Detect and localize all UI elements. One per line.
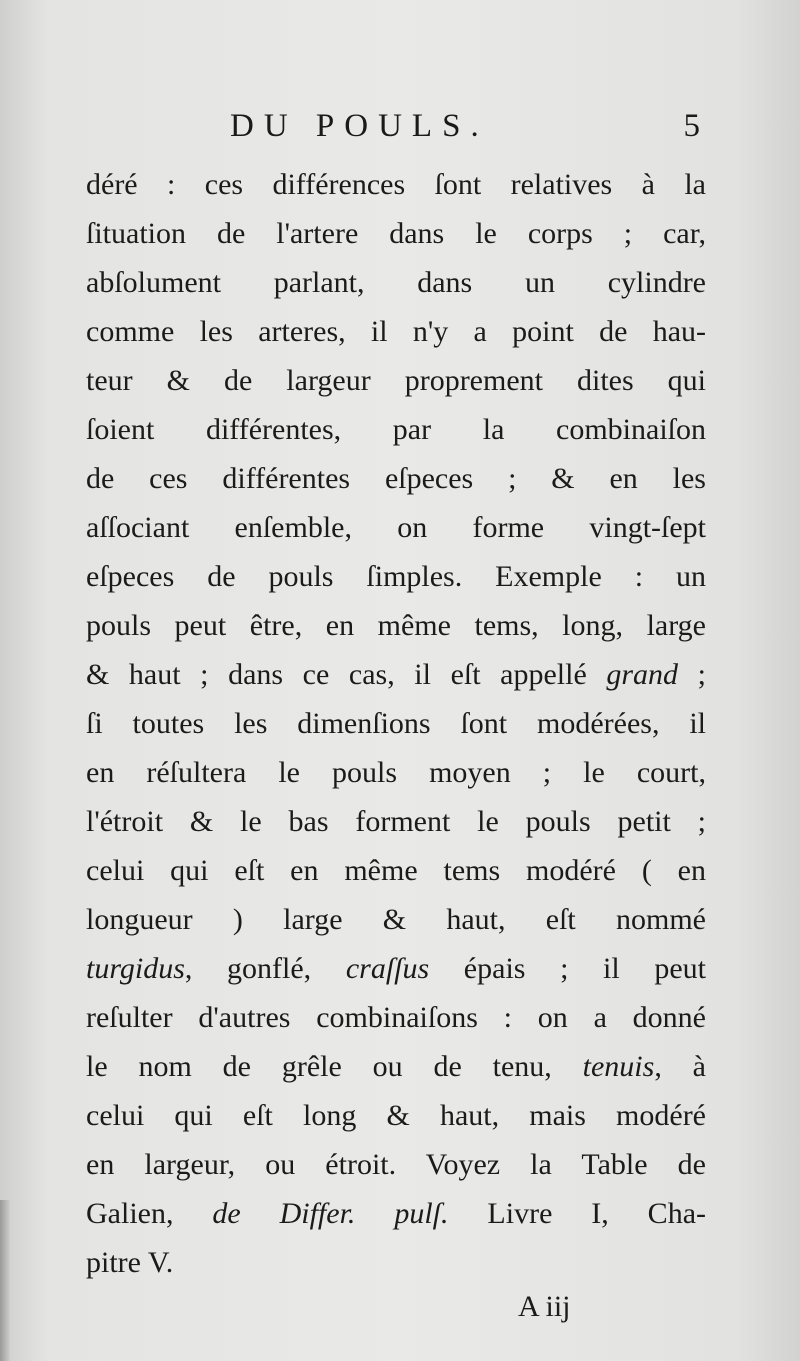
text-line-13: en réſultera le pouls moyen ; le court, <box>86 756 706 789</box>
page-edge-shadow <box>0 1200 10 1361</box>
text-line-1: déré : ces différences ſont relatives à la <box>86 168 706 201</box>
text-line-23: pitre V. <box>86 1246 174 1279</box>
text-line-9: eſpeces de pouls ſimples. Exemple : un <box>86 560 706 593</box>
running-head: DU POULS. <box>230 108 489 144</box>
text-line-17: turgidus, gonflé, craſſus épais ; il peut <box>86 952 707 985</box>
signature-mark: A iij <box>518 1290 571 1323</box>
text-line-4: comme les arteres, il n'y a point de hau- <box>86 315 706 348</box>
page-header <box>0 108 800 148</box>
text-line-7: de ces différentes eſpeces ; & en les <box>86 462 706 495</box>
text-line-18: reſulter d'autres combinaiſons : on a donné <box>86 1001 706 1034</box>
text-line-15: celui qui eſt en même tems modéré ( en <box>86 854 706 887</box>
text-line-11: & haut ; dans ce cas, il eſt appellé grand ; <box>86 658 706 691</box>
text-line-16: longueur ) large & haut, eſt nommé <box>86 903 706 936</box>
text-line-20: celui qui eſt long & haut, mais modéré <box>86 1099 706 1132</box>
text-line-14: l'étroit & le bas forment le pouls petit ; <box>86 805 706 838</box>
text-line-12: ſi toutes les dimenſions ſont modérées, il <box>86 707 706 740</box>
page-number: 5 <box>683 108 700 144</box>
text-line-2: ſituation de l'artere dans le corps ; car, <box>86 217 706 250</box>
text-line-5: teur & de largeur proprement dites qui <box>86 364 706 397</box>
text-line-3: abſolument parlant, dans un cylindre <box>86 266 706 299</box>
text-line-8: aſſociant enſemble, on forme vingt-ſept <box>86 511 706 544</box>
body-text <box>86 160 706 1287</box>
text-line-10: pouls peut être, en même tems, long, large <box>86 609 706 642</box>
text-line-22: Galien, de Differ. pulſ. Livre I, Cha- <box>86 1197 706 1230</box>
text-line-19: le nom de grêle ou de tenu, tenuis, à <box>86 1050 706 1083</box>
text-line-21: en largeur, ou étroit. Voyez la Table de <box>86 1148 706 1181</box>
text-line-6: ſoient différentes, par la combinaiſon <box>86 413 706 446</box>
